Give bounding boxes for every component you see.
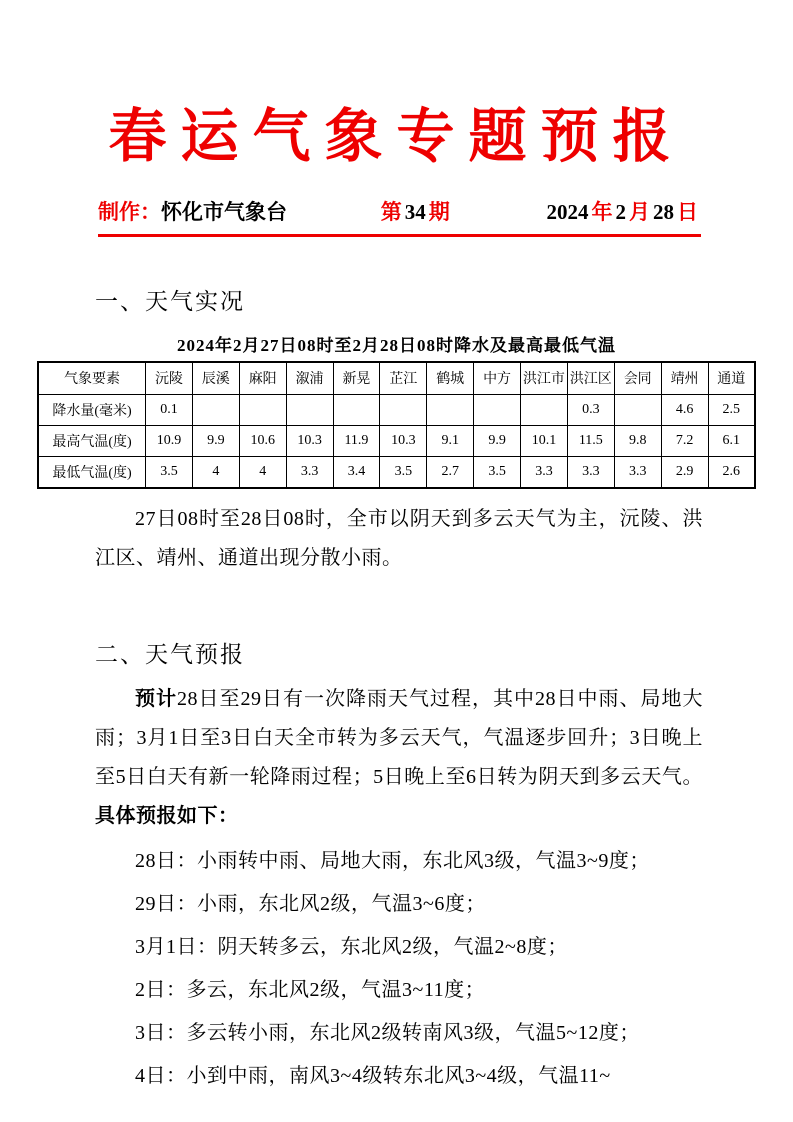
table-cell: 2.5 <box>708 394 755 425</box>
table-cell <box>286 394 333 425</box>
table-header-cell: 鹤城 <box>427 362 474 395</box>
table-row-label: 最低气温(度) <box>38 456 146 488</box>
weather-table-head <box>38 362 755 395</box>
date-month: 2 <box>615 199 626 224</box>
table-row <box>38 425 755 456</box>
table-cell: 2.9 <box>661 456 708 488</box>
table-header-cell: 芷江 <box>380 362 427 395</box>
table-cell: 10.6 <box>239 425 286 456</box>
weather-summary-paragraph: 27日08时至28日08时，全市以阴天到多云天气为主，沅陵、洪江区、靖州、通道出现分散小雨。 <box>95 507 703 569</box>
forecast-item: 28日：小雨转中雨、局地大雨，东北风3级，气温3~9度； <box>135 849 650 872</box>
table-cell: 4 <box>239 456 286 488</box>
weather-table <box>37 361 756 489</box>
table-header-cell: 气象要素 <box>38 362 146 395</box>
forecast-list <box>95 840 703 1098</box>
date-day-unit: 日 <box>677 199 698 224</box>
table-cell <box>614 394 661 425</box>
table-cell: 3.3 <box>521 456 568 488</box>
forecast-item: 4日：小到中雨，南风3~4级转东北风3~4级，气温11~ <box>135 1064 611 1087</box>
table-cell: 9.9 <box>474 425 521 456</box>
document-title: 春运气象专题预报 <box>108 104 685 169</box>
table-cell <box>380 394 427 425</box>
date-year: 2024 <box>546 199 589 224</box>
section1-heading: 一、天气实况 <box>95 288 245 314</box>
forecast-item: 3日：多云转小雨，东北风2级转南风3级，气温5~12度； <box>135 1021 640 1044</box>
table-cell: 3.5 <box>146 456 193 488</box>
issue <box>381 196 450 226</box>
issue-date <box>544 196 699 226</box>
table-header-cell: 辰溪 <box>192 362 239 395</box>
table-row-label: 降水量(毫米) <box>38 394 146 425</box>
table-cell <box>521 394 568 425</box>
table-row-label: 最高气温(度) <box>38 425 146 456</box>
forecast-item: 2日：多云，东北风2级，气温3~11度； <box>135 978 486 1001</box>
table-cell: 7.2 <box>661 425 708 456</box>
byline <box>98 196 698 226</box>
table-row <box>38 394 755 425</box>
weather-table-body <box>38 394 755 488</box>
table-cell: 10.9 <box>146 425 193 456</box>
table-header-cell: 洪江区 <box>567 362 614 395</box>
table-cell: 3.3 <box>614 456 661 488</box>
table-cell: 10.3 <box>286 425 333 456</box>
forecast-intro-paragraph <box>95 680 703 836</box>
table-header-cell: 新晃 <box>333 362 380 395</box>
producer-label: 制作： <box>98 199 161 224</box>
table-header-row <box>38 362 755 395</box>
table-cell: 3.5 <box>474 456 521 488</box>
table-header-cell: 麻阳 <box>239 362 286 395</box>
forecast-intro-lead: 预计 <box>135 687 177 710</box>
producer <box>98 196 287 226</box>
table-cell: 2.6 <box>708 456 755 488</box>
forecast-intro-tail: 具体预报如下： <box>95 804 239 827</box>
table-row <box>38 456 755 488</box>
issue-suffix: 期 <box>428 199 450 224</box>
table-header-cell: 靖州 <box>661 362 708 395</box>
table-header-cell: 洪江市 <box>521 362 568 395</box>
table-cell <box>333 394 380 425</box>
table-header-cell: 中方 <box>474 362 521 395</box>
table-cell: 2.7 <box>427 456 474 488</box>
forecast-item: 3月1日：阴天转多云，东北风2级，气温2~8度； <box>135 935 568 958</box>
producer-name: 怀化市气象台 <box>161 199 287 224</box>
table-header-cell: 会同 <box>614 362 661 395</box>
table-cell: 0.3 <box>567 394 614 425</box>
weather-table-title: 2024年2月27日08时至2月28日08时降水及最高最低气温 <box>177 335 616 355</box>
forecast-intro-body: 28日至29日有一次降雨天气过程，其中28日中雨、局地大雨；3月1日至3日白天全市转为多云天气，气温逐步回升；3日晚上至5日白天有新一轮降雨过程；5日晚上至6日转为阴天到多云天气。 <box>95 687 703 788</box>
table-cell: 3.5 <box>380 456 427 488</box>
table-cell: 3.3 <box>567 456 614 488</box>
table-cell: 6.1 <box>708 425 755 456</box>
issue-prefix: 第 <box>380 199 402 224</box>
table-cell: 11.9 <box>333 425 380 456</box>
table-cell <box>427 394 474 425</box>
date-month-unit: 月 <box>629 199 650 224</box>
table-cell <box>474 394 521 425</box>
table-cell: 11.5 <box>567 425 614 456</box>
table-cell: 3.3 <box>286 456 333 488</box>
table-header-cell: 通道 <box>708 362 755 395</box>
table-cell: 0.1 <box>146 394 193 425</box>
table-cell: 4 <box>192 456 239 488</box>
header-divider <box>98 234 701 237</box>
table-cell: 4.6 <box>661 394 708 425</box>
table-cell: 10.1 <box>521 425 568 456</box>
table-cell: 10.3 <box>380 425 427 456</box>
table-cell <box>239 394 286 425</box>
table-cell: 9.8 <box>614 425 661 456</box>
table-cell: 9.1 <box>427 425 474 456</box>
table-cell: 3.4 <box>333 456 380 488</box>
date-year-unit: 年 <box>591 199 613 224</box>
table-cell <box>192 394 239 425</box>
date-day: 28 <box>653 199 674 224</box>
table-cell: 9.9 <box>192 425 239 456</box>
table-header-cell: 溆浦 <box>286 362 333 395</box>
section2-heading: 二、天气预报 <box>95 641 245 667</box>
issue-number: 34 <box>404 199 426 224</box>
table-header-cell: 沅陵 <box>146 362 193 395</box>
forecast-item: 29日：小雨，东北风2级，气温3~6度； <box>135 892 486 915</box>
